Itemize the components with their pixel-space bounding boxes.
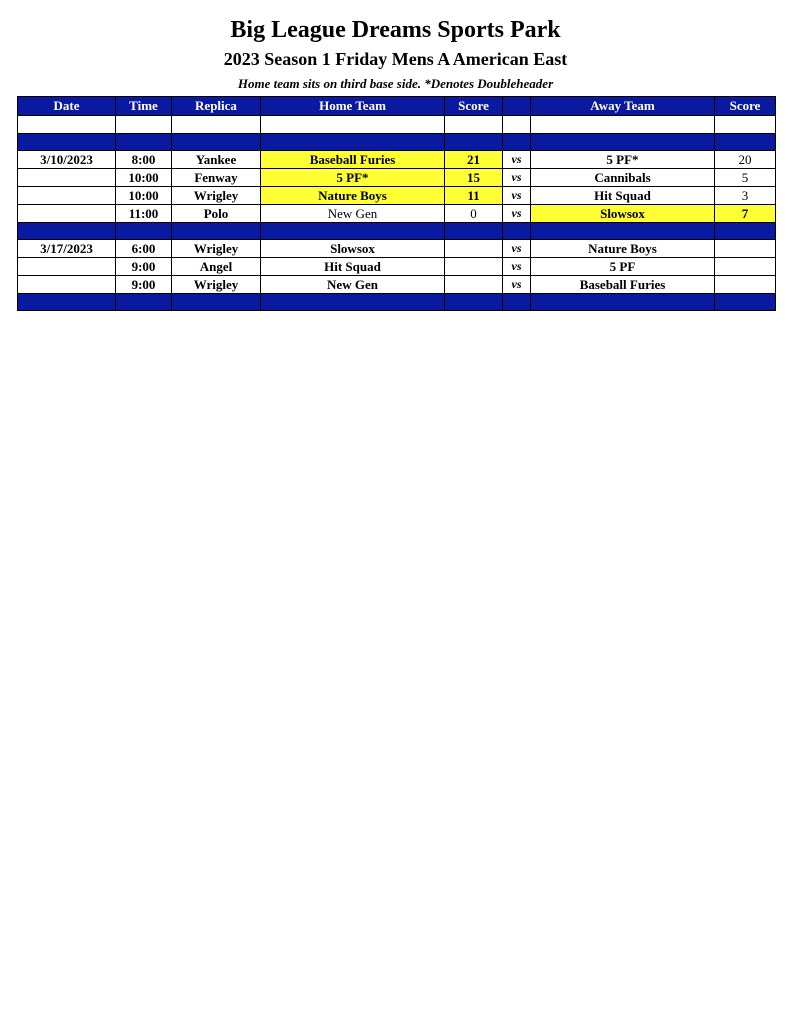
vs-label: vs — [503, 151, 531, 169]
game-time: 10:00 — [116, 187, 172, 205]
away-team: Slowsox — [531, 205, 715, 223]
vs-label: vs — [503, 276, 531, 294]
game-time: 10:00 — [116, 169, 172, 187]
game-replica: Wrigley — [172, 240, 261, 258]
game-date — [18, 276, 116, 294]
away-score — [715, 240, 776, 258]
away-team: Hit Squad — [531, 187, 715, 205]
column-header-vs — [503, 97, 531, 116]
game-time: 6:00 — [116, 240, 172, 258]
game-date — [18, 187, 116, 205]
vs-label: vs — [503, 258, 531, 276]
home-team: 5 PF* — [261, 169, 445, 187]
vs-label: vs — [503, 169, 531, 187]
home-score: 15 — [445, 169, 503, 187]
column-header-away-team: Away Team — [531, 97, 715, 116]
table-row — [18, 240, 776, 258]
home-team: Baseball Furies — [261, 151, 445, 169]
game-date — [18, 169, 116, 187]
column-header-date: Date — [18, 97, 116, 116]
game-replica: Angel — [172, 258, 261, 276]
away-score — [715, 276, 776, 294]
home-score: 11 — [445, 187, 503, 205]
game-replica: Fenway — [172, 169, 261, 187]
game-replica: Polo — [172, 205, 261, 223]
vs-label: vs — [503, 187, 531, 205]
game-replica: Yankee — [172, 151, 261, 169]
vs-label: vs — [503, 205, 531, 223]
page-title: Big League Dreams Sports Park — [230, 17, 561, 43]
away-team: Cannibals — [531, 169, 715, 187]
schedule-table — [17, 96, 776, 311]
home-score — [445, 240, 503, 258]
week-separator — [18, 134, 776, 151]
away-score: 7 — [715, 205, 776, 223]
game-date: 3/17/2023 — [18, 240, 116, 258]
game-time: 9:00 — [116, 258, 172, 276]
home-score — [445, 258, 503, 276]
blank-row — [18, 116, 776, 134]
away-score: 3 — [715, 187, 776, 205]
game-time: 11:00 — [116, 205, 172, 223]
table-row — [18, 276, 776, 294]
game-date — [18, 205, 116, 223]
game-time: 8:00 — [116, 151, 172, 169]
column-header-away-score: Score — [715, 97, 776, 116]
game-date — [18, 258, 116, 276]
table-row — [18, 258, 776, 276]
table-header-row — [18, 97, 776, 116]
league-subtitle: 2023 Season 1 Friday Mens A American East — [223, 49, 568, 69]
column-header-time: Time — [116, 97, 172, 116]
table-row — [18, 169, 776, 187]
vs-label: vs — [503, 240, 531, 258]
home-team: New Gen — [261, 205, 445, 223]
game-time: 9:00 — [116, 276, 172, 294]
column-header-home-team: Home Team — [261, 97, 445, 116]
home-score: 0 — [445, 205, 503, 223]
away-score — [715, 258, 776, 276]
away-team: 5 PF — [531, 258, 715, 276]
week-separator — [18, 294, 776, 311]
away-team: Nature Boys — [531, 240, 715, 258]
home-team: Hit Squad — [261, 258, 445, 276]
column-header-replica: Replica — [172, 97, 261, 116]
game-replica: Wrigley — [172, 187, 261, 205]
column-header-home-score: Score — [445, 97, 503, 116]
home-score — [445, 276, 503, 294]
schedule-note: Home team sits on third base side. *Denotes Doubleheader — [237, 76, 554, 91]
table-row — [18, 187, 776, 205]
away-score: 20 — [715, 151, 776, 169]
table-row — [18, 205, 776, 223]
away-team: Baseball Furies — [531, 276, 715, 294]
game-replica: Wrigley — [172, 276, 261, 294]
table-row — [18, 151, 776, 169]
away-team: 5 PF* — [531, 151, 715, 169]
home-team: New Gen — [261, 276, 445, 294]
away-score: 5 — [715, 169, 776, 187]
game-date: 3/10/2023 — [18, 151, 116, 169]
home-score: 21 — [445, 151, 503, 169]
home-team: Slowsox — [261, 240, 445, 258]
home-team: Nature Boys — [261, 187, 445, 205]
week-separator — [18, 223, 776, 240]
